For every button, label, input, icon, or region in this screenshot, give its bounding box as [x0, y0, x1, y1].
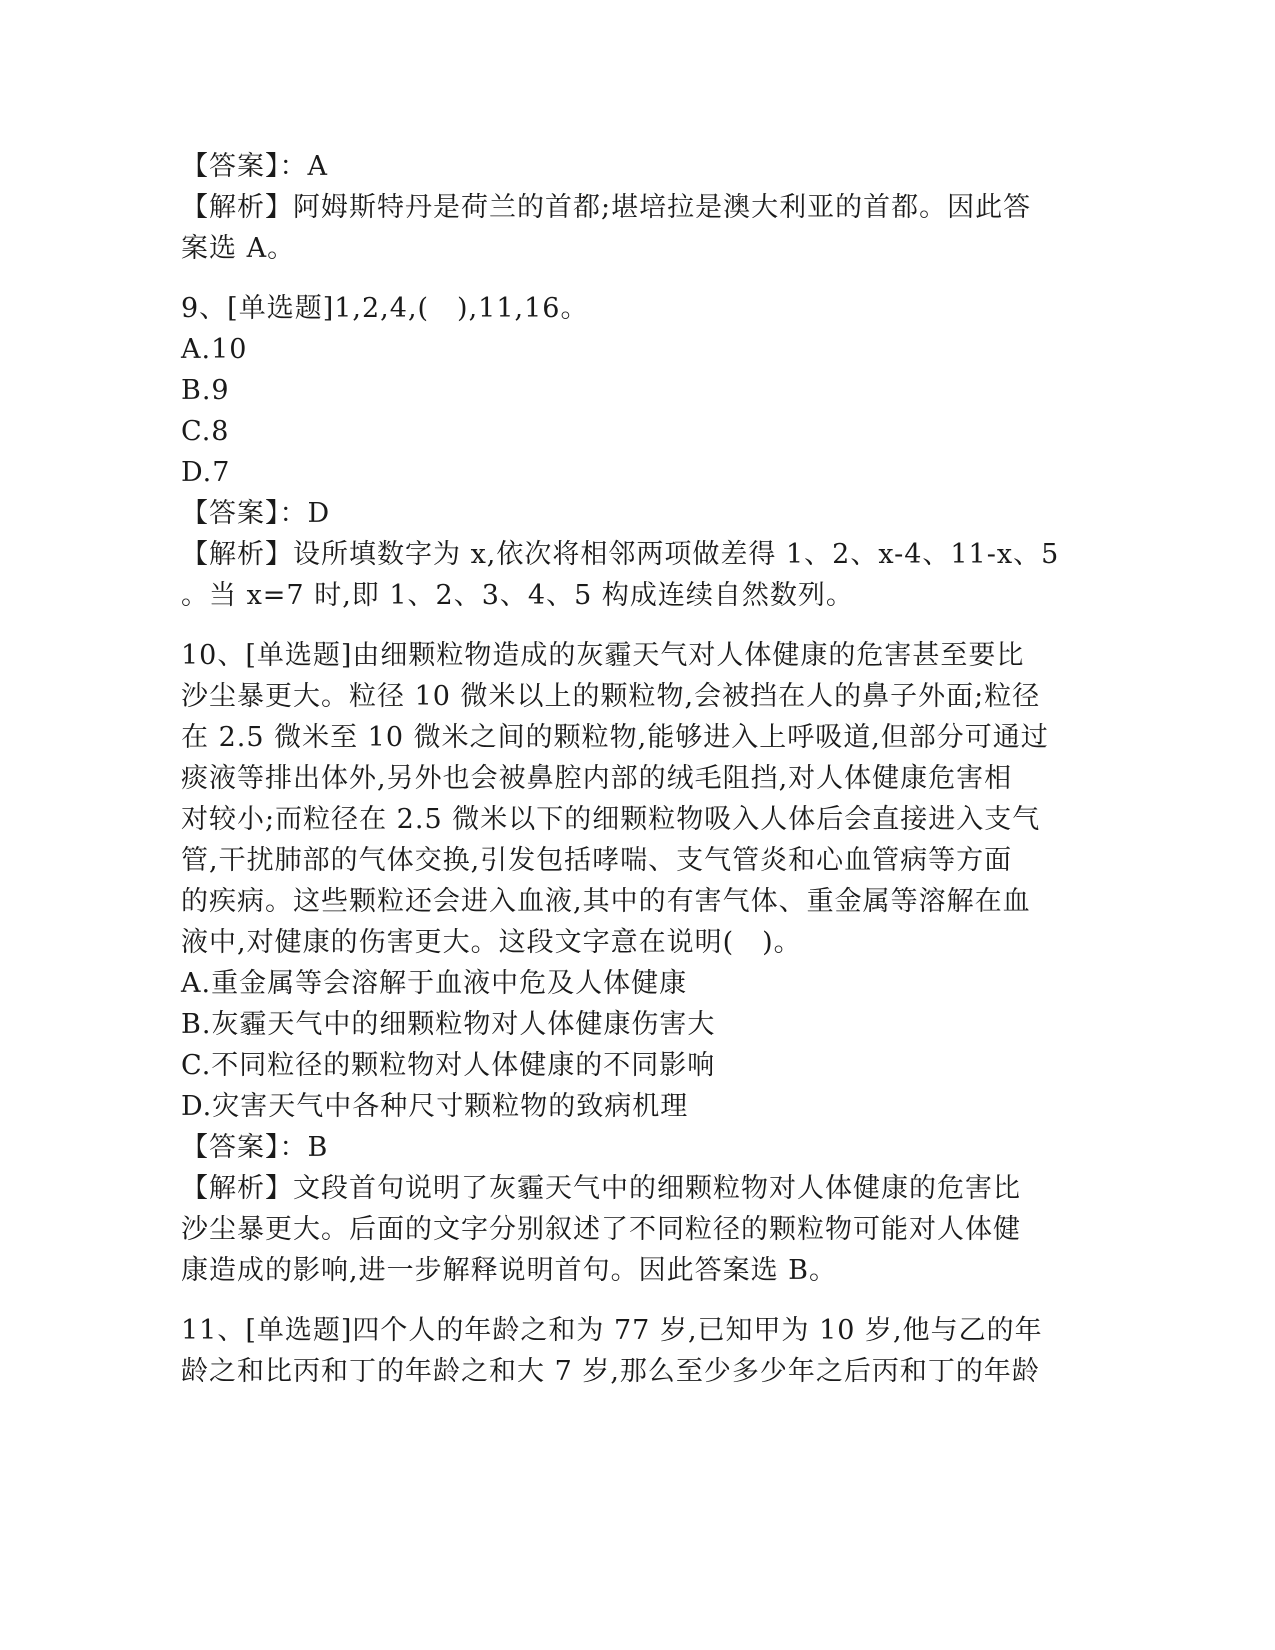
question-stem: 在 2.5 微米至 10 微米之间的颗粒物,能够进入上呼吸道,但部分可通过 [181, 722, 1049, 753]
answer-line: 【答案】：A [181, 151, 328, 182]
question-stem: 液中,对健康的伤害更大。这段文字意在说明( )。 [181, 927, 802, 958]
question-8-answer-block [181, 146, 1071, 269]
explanation-line: 康造成的影响,进一步解释说明首句。因此答案选 B。 [181, 1255, 838, 1286]
explanation-line: 【解析】设所填数字为 x,依次将相邻两项做差得 1、2、x-4、11-x、5 [181, 539, 1060, 570]
option-b: B.9 [181, 375, 230, 406]
paragraph-gap [181, 269, 1071, 288]
answer-line: 【答案】：B [181, 1132, 329, 1163]
option-d: D.7 [181, 457, 231, 488]
paragraph-gap [181, 1291, 1071, 1310]
document-page [181, 146, 1071, 1392]
explanation-line: 。当 x=7 时,即 1、2、3、4、5 构成连续自然数列。 [181, 580, 854, 611]
question-stem: 10、[单选题]由细颗粒物造成的灰霾天气对人体健康的危害甚至要比 [181, 640, 1025, 671]
paragraph-gap [181, 616, 1071, 635]
question-stem: 对较小;而粒径在 2.5 微米以下的细颗粒物吸入人体后会直接进入支气 [181, 804, 1041, 835]
question-stem: 11、[单选题]四个人的年龄之和为 77 岁,已知甲为 10 岁,他与乙的年 [181, 1315, 1043, 1346]
option-b: B.灰霾天气中的细颗粒物对人体健康伤害大 [181, 1009, 716, 1040]
explanation-line: 案选 A。 [181, 233, 296, 264]
option-a: A.重金属等会溶解于血液中危及人体健康 [181, 968, 688, 999]
question-stem: 9、[单选题]1,2,4,( ),11,16。 [181, 293, 589, 324]
explanation-line: 沙尘暴更大。后面的文字分别叙述了不同粒径的颗粒物可能对人体健 [181, 1214, 1021, 1245]
answer-line: 【答案】：D [181, 498, 331, 529]
option-d: D.灾害天气中各种尺寸颗粒物的致病机理 [181, 1091, 689, 1122]
question-stem: 龄之和比丙和丁的年龄之和大 7 岁,那么至少多少年之后丙和丁的年龄 [181, 1356, 1040, 1387]
question-stem: 沙尘暴更大。粒径 10 微米以上的颗粒物,会被挡在人的鼻子外面;粒径 [181, 681, 1041, 712]
explanation-line: 【解析】阿姆斯特丹是荷兰的首都;堪培拉是澳大利亚的首都。因此答 [181, 192, 1032, 223]
explanation-line: 【解析】文段首句说明了灰霾天气中的细颗粒物对人体健康的危害比 [181, 1173, 1021, 1204]
question-stem: 的疾病。这些颗粒还会进入血液,其中的有害气体、重金属等溶解在血 [181, 886, 1031, 917]
question-stem: 痰液等排出体外,另外也会被鼻腔内部的绒毛阻挡,对人体健康危害相 [181, 763, 1013, 794]
option-c: C.8 [181, 416, 230, 447]
option-c: C.不同粒径的颗粒物对人体健康的不同影响 [181, 1050, 716, 1081]
question-11-block [181, 1310, 1071, 1392]
option-a: A.10 [181, 334, 248, 365]
question-stem: 管,干扰肺部的气体交换,引发包括哮喘、支气管炎和心血管病等方面 [181, 845, 1013, 876]
question-10-block [181, 635, 1071, 1291]
question-9-block [181, 288, 1071, 616]
